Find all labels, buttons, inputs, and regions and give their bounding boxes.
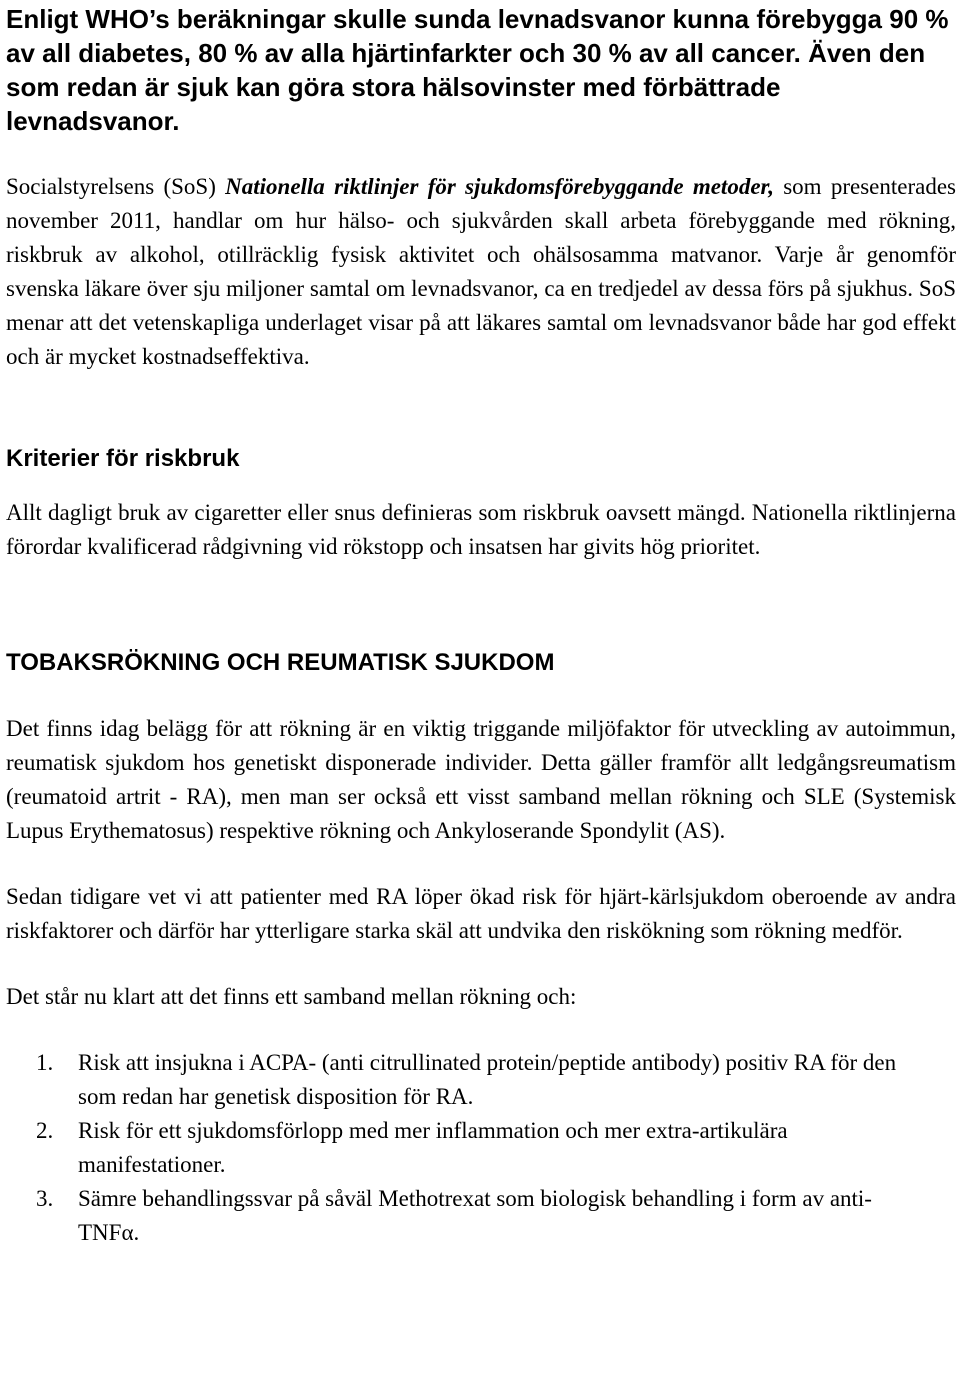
tobak-heading: TOBAKSRÖKNING OCH REUMATISK SJUKDOM	[6, 649, 555, 676]
list-item-number: 1.	[36, 1050, 54, 1075]
list-item	[6, 1114, 908, 1182]
kriterier-paragraph: Allt dagligt bruk av cigaretter eller snus definieras som riskbruk oavsett mängd. Nationella riktlinjerna förordar kvalificerad rådgivning vid rökstopp och insatsen har givits hög prioritet.	[6, 500, 956, 559]
list-item-text: Sämre behandlingssvar på såväl Methotrexat som biologisk behandling i form av anti-TNFα.	[78, 1186, 872, 1245]
document-page	[6, 0, 956, 1250]
tobak-paragraph-3: Det står nu klart att det finns ett samband mellan rökning och:	[6, 984, 577, 1009]
list-item-number: 2.	[36, 1118, 54, 1143]
tobak-paragraph-1: Det finns idag belägg för att rökning är en viktig triggande miljöfaktor för utveckling av autoimmun, reumatisk sjukdom hos genetiskt disponerade individer. Detta gäller framför allt ledgångsreumatism (reumatoid artrit - RA), men man ser också ett visst samband mellan rökning och SLE (Systemisk Lupus Erythematosus) respektive rökning och Ankyloserande Spondylit (AS).	[6, 716, 956, 843]
list-item	[6, 1182, 908, 1250]
sos-paragraph	[6, 170, 956, 374]
tobak-paragraph-2: Sedan tidigare vet vi att patienter med RA löper ökad risk för hjärt-kärlsjukdom oberoende av andra riskfaktorer och därför har ytterligare starka skäl att undvika den riskökning som rökning medför.	[6, 884, 956, 943]
list-item-text: Risk att insjukna i ACPA- (anti citrullinated protein/peptide antibody) positiv RA för den som redan har genetisk disposition för RA.	[78, 1050, 897, 1109]
list-item-number: 3.	[36, 1186, 54, 1211]
list-item-text: Risk för ett sjukdomsförlopp med mer inflammation och mer extra-artikulära manifestationer.	[78, 1118, 788, 1177]
list-item	[6, 1046, 908, 1114]
sos-text-after: som presenterades november 2011, handlar om hur hälso- och sjukvården skall arbeta förebyggande med rökning, riskbruk av alkohol, otillräcklig fysisk aktivitet och ohälsosamma matvanor. Varje år genomför svenska läkare över sju miljoner samtal om levnadsvanor, ca en tredjedel av dessa förs på sjukhus. SoS menar att det vetenskapliga underlaget visar på att läkares samtal om levnadsvanor både har god effekt och är mycket kostnadseffektiva.	[6, 174, 956, 369]
intro-paragraph: Enligt WHO’s beräkningar skulle sunda levnadsvanor kunna förebygga 90 % av all diabetes, 80 % av alla hjärtinfarkter och 30 % av all cancer. Även den som redan är sjuk kan göra stora hälsovinster med förbättrade levnadsvanor.	[6, 4, 949, 136]
kriterier-heading: Kriterier för riskbruk	[6, 445, 240, 472]
sos-text-before: Socialstyrelsens (SoS)	[6, 174, 226, 199]
risk-list	[6, 1046, 956, 1250]
guideline-title: Nationella riktlinjer för sjukdomsförebyggande metoder,	[225, 174, 774, 199]
